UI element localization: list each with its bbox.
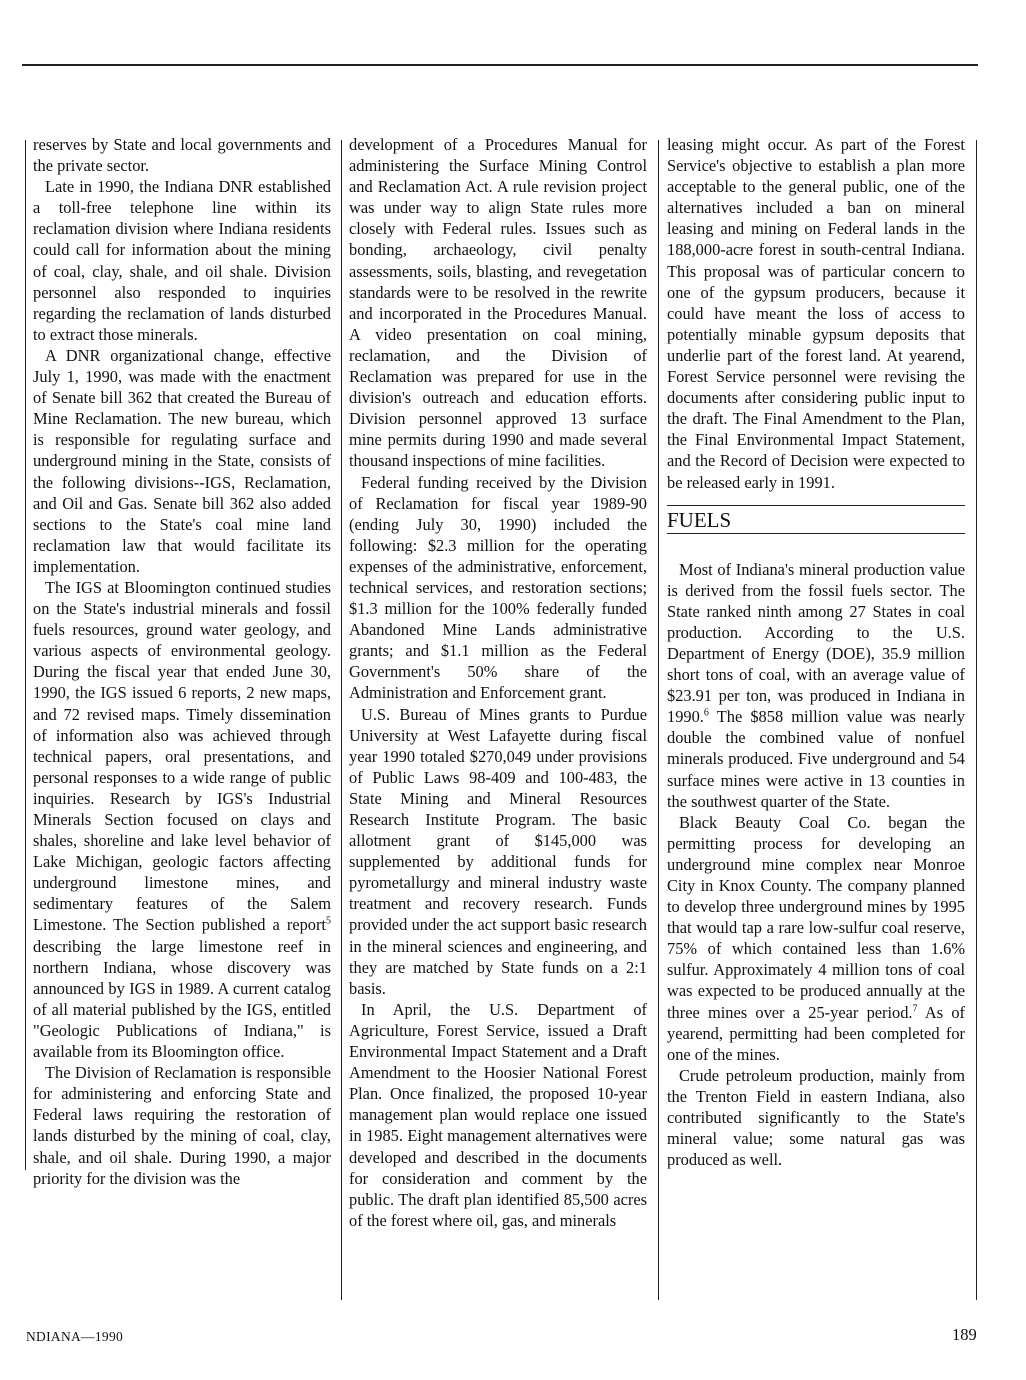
paragraph-text: As of yearend, permitting had been completed for one of the mines. (667, 1002, 965, 1064)
running-footer: NDIANA—1990 (26, 1329, 124, 1344)
paragraph (667, 559, 965, 812)
paragraph: A DNR organizational change, effective July 1, 1990, was made with the enactment of Senate bill 362 that created the Bureau of Mine Reclamation. The new bureau, which is responsible for regulating surface and underground mining in the State, consists of the following divisions--IGS, Reclamation, and Oil and Gas. Senate bill 362 also added sections to the State's coal mine land reclamation law that would facilitate its implementation. (33, 345, 331, 576)
column-rule (341, 140, 342, 1300)
paragraph: U.S. Bureau of Mines grants to Purdue University at West Lafayette during fiscal year 1990 totaled $270,049 under provisions of Public Laws 98-409 and 100-483, the State Mining and Mineral Resources Research Institute Program. The basic allotment grant of $145,000 was supplemented by additional funds for pyrometallurgy and mineral industry waste treatment and recovery research. Funds provided under the act support basic research in the mineral sciences and engineering, and they are matched by State funds on a 2:1 basis. (349, 704, 647, 998)
footnote-ref: 6 (703, 707, 709, 719)
paragraph: Crude petroleum production, mainly from the Trenton Field in eastern Indiana, also contributed significantly to the State's mineral value; some natural gas was produced as well. (667, 1065, 965, 1170)
paragraph-text: Black Beauty Coal Co. began the permitting process for developing an underground mine complex near Monroe City in Knox County. The company planned to develop three underground mines by 1995 that would tap a rare low-sulfur coal reserve, 75% of which contained less than 1.6% sulfur. Approximately 4 million tons of coal was expected to be produced annually at the three mines over a 25-year period. (667, 812, 965, 1022)
section-heading: FUELS (667, 505, 965, 534)
paragraph (667, 812, 965, 1065)
paragraph (33, 577, 331, 1062)
paragraph-text: The IGS at Bloomington continued studies on the State's industrial minerals and fossil fuels resources, ground water geology, and various aspects of environmental geology. During the fiscal year that ended June 30, 1990, the IGS issued 6 reports, 2 new maps, and 72 revised maps. Timely dissemination of information also was achieved through technical papers, oral presentations, and personal responses to a wide range of public inquiries. Research by IGS's Industrial Minerals Section focused on clays and shales, shoreline and lake level behavior of Lake Michigan, geologic factors affecting underground limestone mines, and sedimentary features of the Salem Limestone. The Section published a report (33, 577, 331, 935)
paragraph-text: describing the large limestone reef in northern Indiana, whose discovery was announced by IGS in 1989. A current catalog of all material published by the IGS, entitled "Geologic Publications of Indiana," is available from its Bloomington office. (33, 936, 331, 1062)
paragraph: The Division of Reclamation is responsible for administering and enforcing State and Federal laws requiring the restoration of lands disturbed by the mining of coal, clay, shale, and oil shale. During 1990, a major priority for the division was the (33, 1063, 331, 1188)
text-column-3 (667, 134, 965, 1170)
column-rule (25, 140, 26, 1170)
text-column-2 (349, 134, 647, 1231)
paragraph: In April, the U.S. Department of Agriculture, Forest Service, issued a Draft Environmental Impact Statement and a Draft Amendment to the Hoosier National Forest Plan. Once finalized, the proposed 10-year management plan would replace one issued in 1985. Eight management alternatives were developed and described in the documents for consideration and comment by the public. The draft plan identified 85,500 acres of the forest where oil, gas, and minerals (349, 999, 647, 1230)
paragraph-text: The $858 million value was nearly double the combined value of nonfuel minerals produced. Five underground and 54 surface mines were active in 13 counties in the southwest quarter of the State. (667, 707, 965, 811)
column-rule (658, 140, 659, 1300)
column-rule (976, 140, 977, 1300)
paragraph: development of a Procedures Manual for administering the Surface Mining Control and Reclamation Act. A rule revision project was under way to align State rules more closely with Federal rules. Issues such as bonding, archaeology, civil penalty assessments, soils, blasting, and revegetation standards were to be resolved in the rewrite and incorporated in the Procedures Manual. A video presentation on coal mining, reclamation, and the Division of Reclamation was prepared for use in the division's outreach and education efforts. Division personnel approved 13 surface mine permits during 1990 and made several thousand inspections of mine facilities. (349, 135, 647, 471)
paragraph: leasing might occur. As part of the Forest Service's objective to establish a plan more acceptable to the general public, one of the alternatives included a ban on mineral leasing and mining on Federal lands in the 188,000-acre forest in south-central Indiana. This proposal was of particular concern to one of the gypsum producers, because it could have meant the loss of access to potentially minable gypsum deposits that underlie part of the forest land. At yearend, Forest Service personnel were revising the documents after considering public input to the draft. The Final Amendment to the Plan, the Final Environmental Impact Statement, and the Record of Decision were expected to be released early in 1991. (667, 135, 965, 492)
text-column-1 (33, 134, 331, 1189)
paragraph-text: Most of Indiana's mineral production value is derived from the fossil fuels sector. The State ranked ninth among 27 States in coal production. According to the U.S. Department of Energy (DOE), 35.9 million short tons of coal, with an average value of $23.91 per ton, was produced in Indiana in 1990. (667, 559, 965, 727)
paragraph: reserves by State and local governments and the private sector. (33, 135, 331, 176)
paragraph: Federal funding received by the Division of Reclamation for fiscal year 1989-90 (ending July 30, 1990) included the following: $2.3 million for the operating expenses of the administrative, enforcement, technical services, and restoration sections; $1.3 million for the 100% federally funded Abandoned Mine Lands administrative grants; and $1.1 million as the Federal Government's 50% share of the Administration and Enforcement grant. (349, 472, 647, 703)
page-number: 189 (952, 1325, 977, 1344)
top-rule (22, 64, 978, 66)
footnote-ref: 7 (912, 1003, 918, 1015)
footnote-ref: 5 (326, 916, 331, 927)
paragraph: Late in 1990, the Indiana DNR established a toll-free telephone line within its reclamation division where Indiana residents could call for information about the mining of coal, clay, shale, and oil shale. Division personnel also responded to inquiries regarding the reclamation of lands disturbed to extract those minerals. (33, 177, 331, 344)
